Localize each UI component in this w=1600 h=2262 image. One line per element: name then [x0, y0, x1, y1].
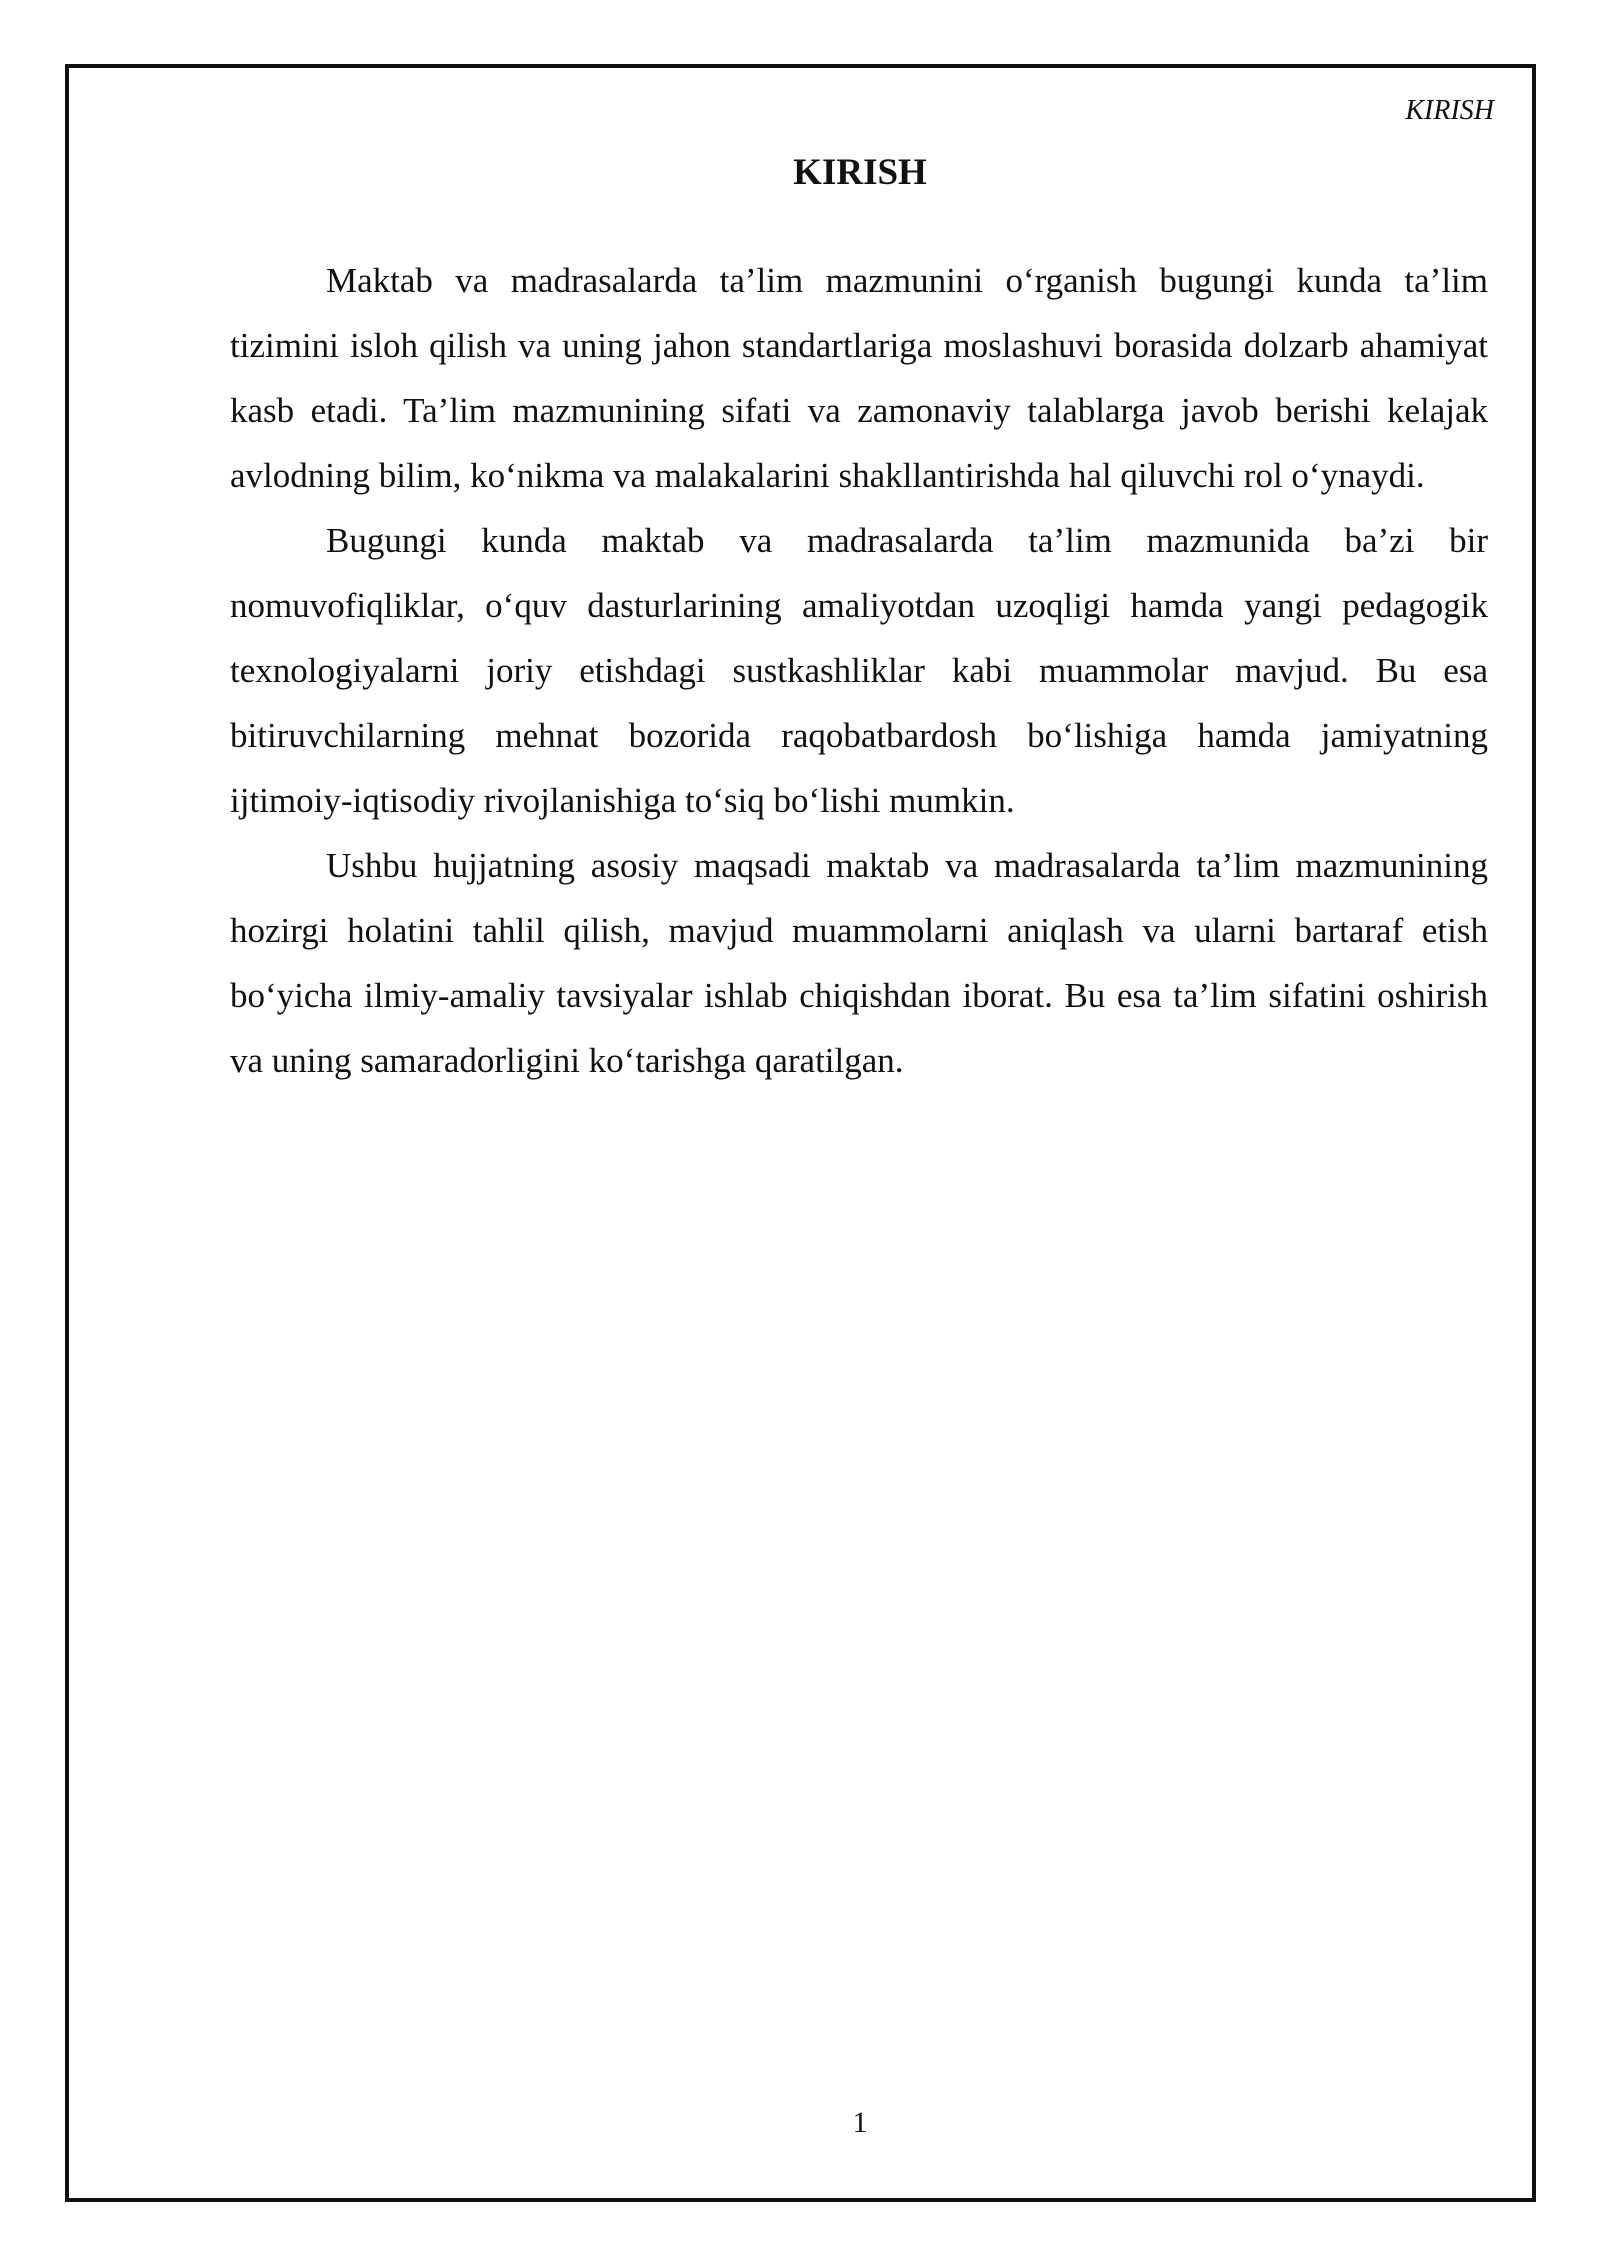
page-title: KIRISH — [793, 152, 927, 193]
paragraph-2: Bugungi kunda maktab va madrasalarda ta’lim mazmunida ba’zi bir nomuvofiqliklar, o‘quv dasturlarining amaliyotdan uzoqligi hamda yangi pedagogik texnologiyalarni joriy etishdagi sustkashliklar kabi muammolar mavjud. Bu esa bitiruvchilarning mehnat bozorida raqobatbardosh bo‘lishiga hamda jamiyatning ijtimoiy-iqtisodiy rivojlanishiga to‘siq bo‘lishi mumkin. — [230, 521, 1488, 820]
running-header: KIRISH — [1405, 95, 1494, 126]
paragraph-1: Maktab va madrasalarda ta’lim mazmunini o‘rganish bugungi kunda ta’lim tizimini isloh qilish va uning jahon standartlariga moslashuvi borasida dolzarb ahamiyat kasb etadi. Ta’lim mazmunining sifati va zamonaviy talablarga javob berishi kelajak avlodning bilim, ko‘nikma va malakalarini shakllantirishda hal qiluvchi rol o‘ynaydi. — [230, 261, 1488, 495]
paragraph-3: Ushbu hujjatning asosiy maqsadi maktab va madrasalarda ta’lim mazmunining hozirgi holatini tahlil qilish, mavjud muammolarni aniqlash va ularni bartaraf etish bo‘yicha ilmiy-amaliy tavsiyalar ishlab chiqishdan iborat. Bu esa ta’lim sifatini oshirish va uning samaradorligini ko‘tarishga qaratilgan. — [230, 846, 1488, 1080]
page-number: 1 — [852, 2106, 868, 2139]
body-text — [230, 248, 1488, 1093]
